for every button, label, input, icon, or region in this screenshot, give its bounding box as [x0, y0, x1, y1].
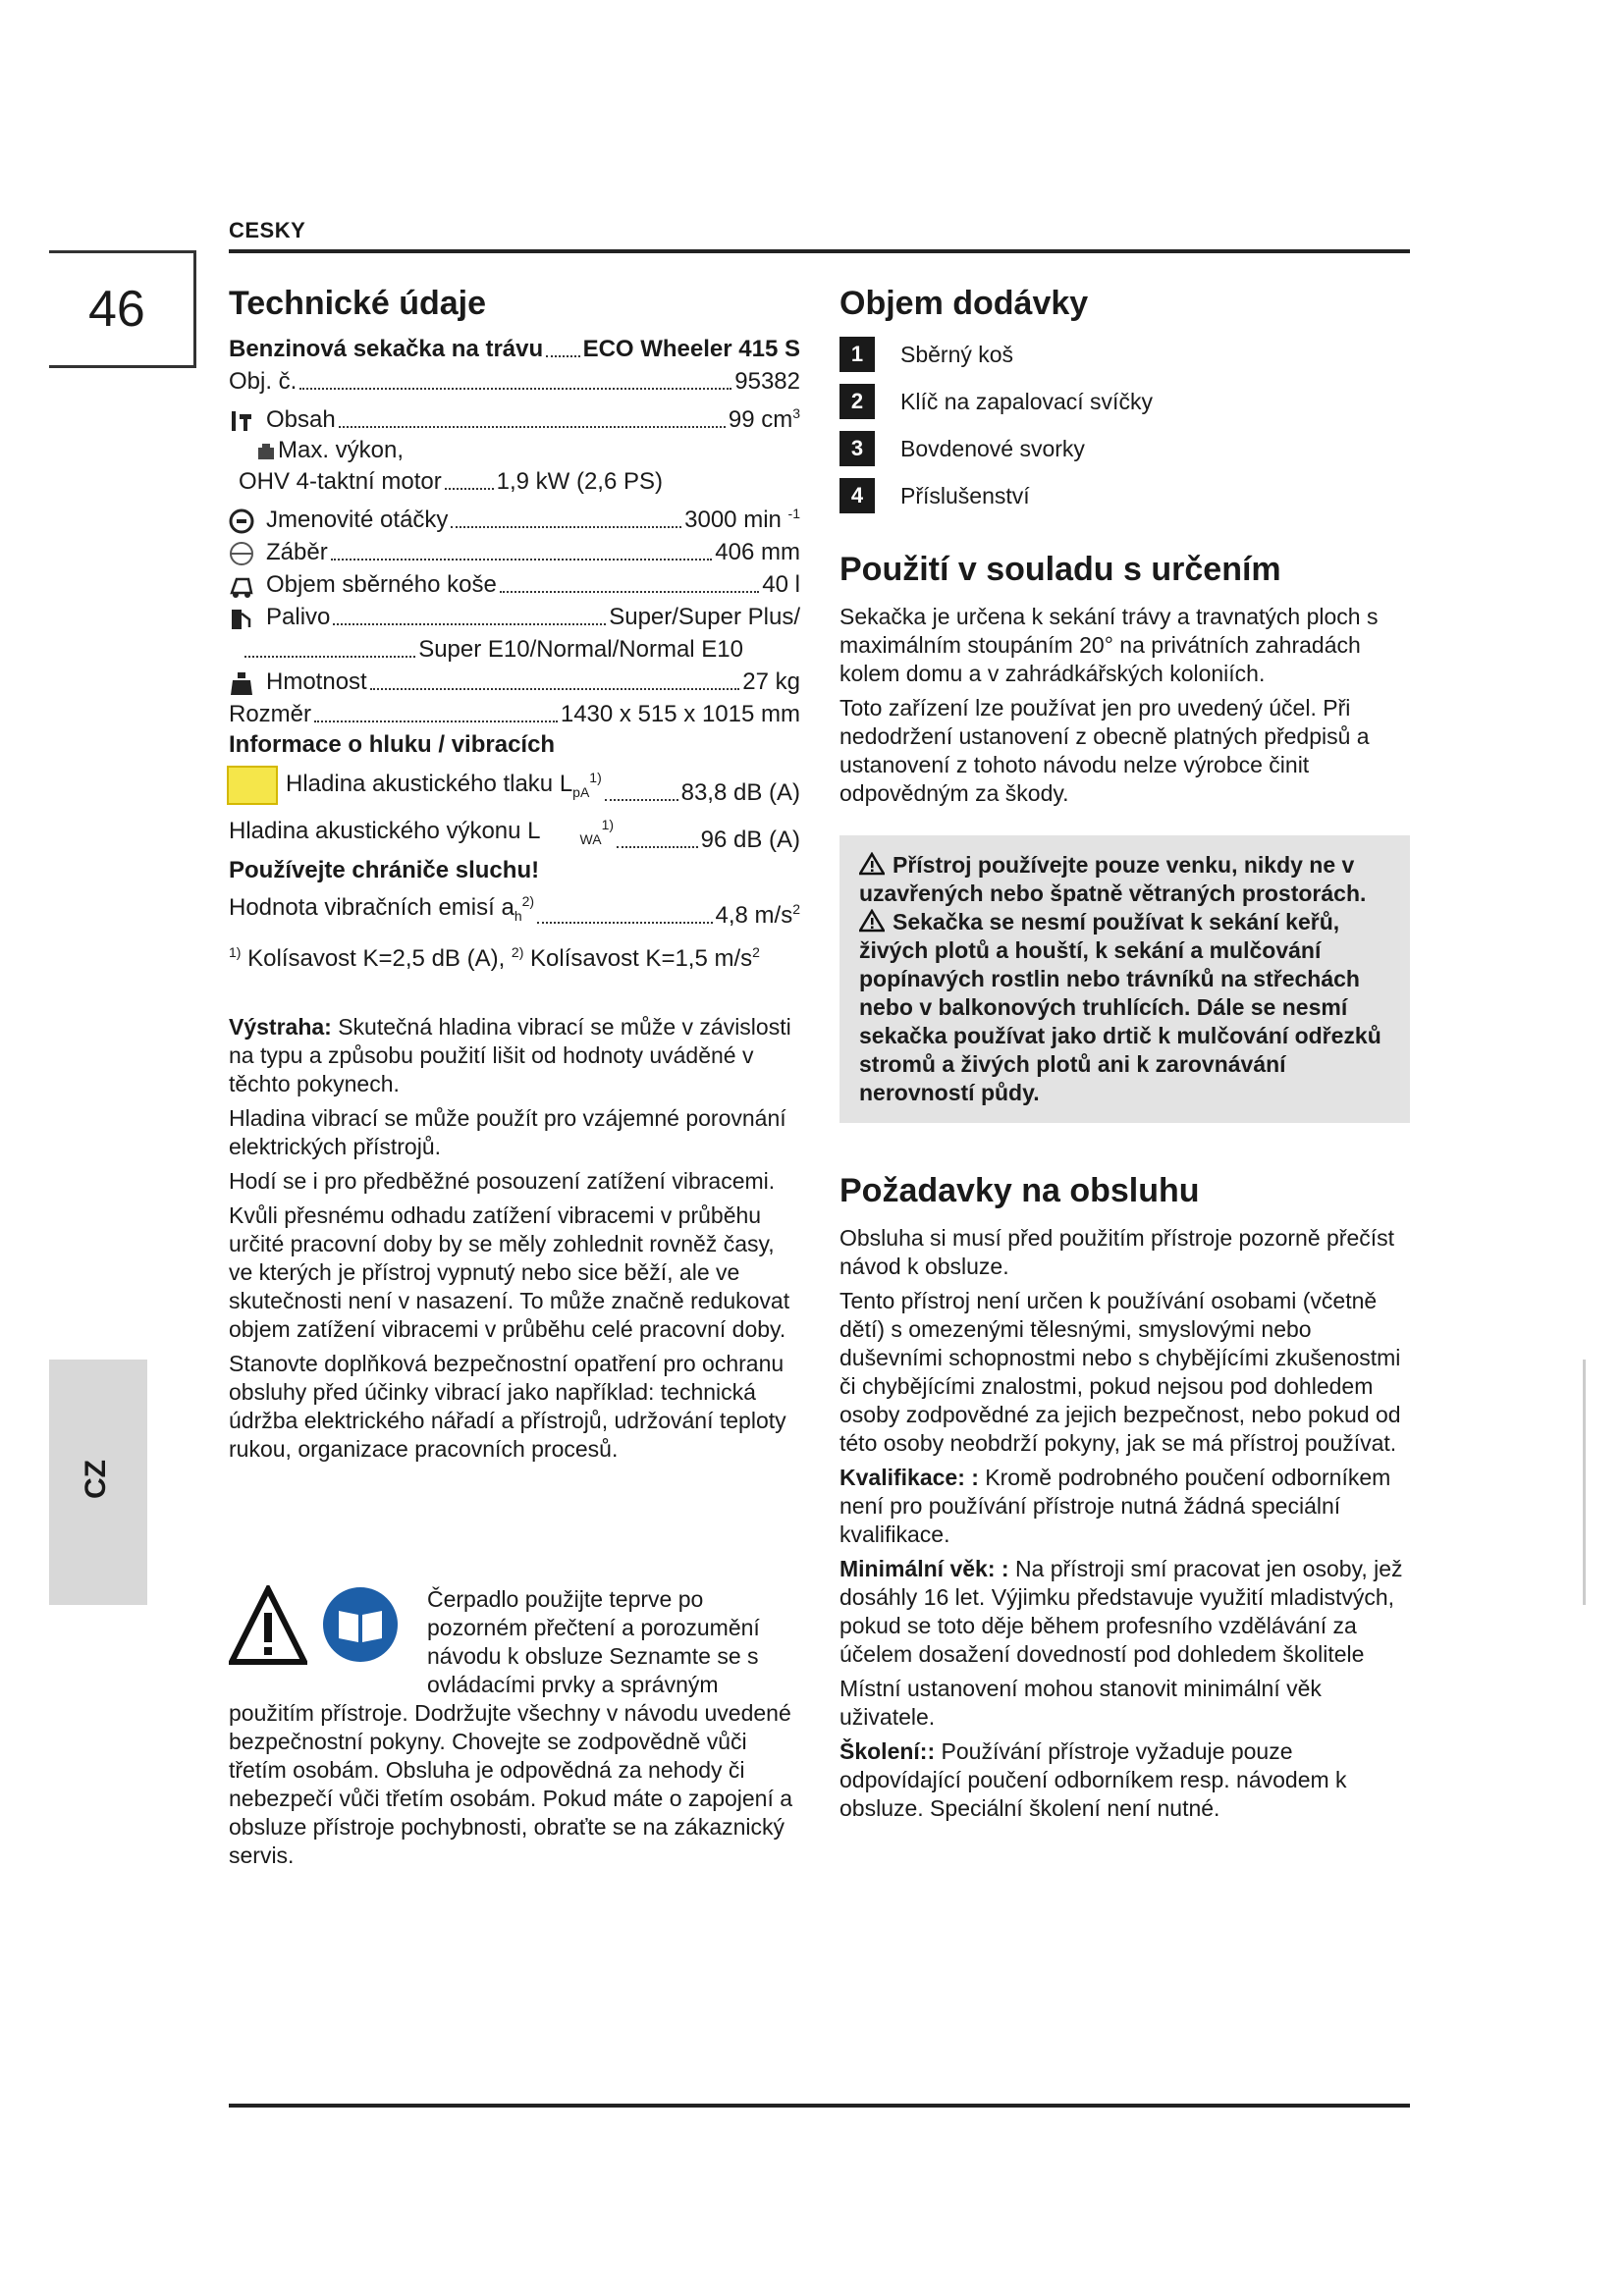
tol2-unit-sup: 2: [752, 944, 760, 961]
weight-icon: [229, 670, 254, 696]
warning-icon: [859, 909, 885, 933]
spec-fuel-row-2: [229, 633, 800, 666]
sound-power-label: Hladina akustického výkonu L: [229, 817, 541, 844]
cut-label: Záběr: [266, 539, 328, 565]
engine-capacity-icon: [229, 408, 254, 434]
operator-local: Místní ustanovení mohou stanovit minimální věk uživatele.: [839, 1676, 1322, 1730]
capacity-value: 99 cm: [728, 406, 793, 433]
vibration-warning: [229, 1013, 800, 1464]
dot-leader: [331, 559, 713, 561]
warning-lead: Výstraha:: [229, 1014, 332, 1041]
sound-power-sup: 1): [601, 816, 615, 832]
warning-p2: Hladina vibrací se může použít pro vzájemné porovnání elektrických přístrojů.: [229, 1105, 786, 1160]
spec-product-row: [229, 333, 800, 365]
training-lead: Školení::: [839, 1738, 936, 1764]
pressure-value: 83,8 dB (A): [680, 778, 800, 806]
spec-power-row: [229, 465, 800, 498]
warning-p3: Hodí se i pro předběžné posouzení zatížení vibracemi.: [229, 1168, 776, 1195]
item-label: Bovdenové svorky: [900, 435, 1085, 461]
engine-icon: [256, 442, 276, 461]
vibration-label: Hodnota vibračních emisí a: [229, 893, 514, 921]
operator-p1: Obsluha si musí před použitím přístroje pozorně přečíst návod k obsluze.: [839, 1225, 1395, 1279]
fuel-pump-icon: [229, 606, 254, 631]
left-column: [229, 285, 800, 1876]
min-age-lead: Minimální věk: :: [839, 1556, 1009, 1581]
manual-note-text: Čerpadlo použijte teprve po pozorném přečtení a porozumění návodu k obsluze Seznamte se s ovládacími prvky a správným použitím přístroje. Dodržujte všechny v návodu uvedené bezpečnostní pokyny. Chovejte se zodpovědně vůči třetím osobám. Obsluha je odpovědná za nehody či nebezpečí vůči třetím osobám. Pokud máte o zapojení a obsluze přístroje pochybnosti, obraťte se na zákaznický servis.: [229, 1586, 793, 1869]
power-value: 1,9 kW (2,6 PS): [496, 468, 663, 495]
list-item: [839, 478, 1410, 513]
vibration-sup: 2): [521, 892, 535, 909]
operator-training: [839, 1737, 1410, 1823]
list-item: [839, 431, 1410, 466]
usage-p2: Toto zařízení lze používat jen pro uvedený účel. Při nedodržení ustanovení z obecně platných předpisů a ustanovení z tohoto návodu nelze výrobce činit odpovědným za škody.: [839, 695, 1370, 806]
ear-protection-note: Používejte chrániče sluchu!: [229, 856, 540, 883]
weight-value: 27 kg: [742, 668, 800, 695]
tolerance-line: [229, 937, 800, 974]
fuel-value-2: Super E10/Normal/Normal E10: [418, 636, 743, 663]
operator-qualification: [839, 1464, 1410, 1549]
tech-title: Technické údaje: [229, 285, 487, 322]
order-value: 95382: [734, 368, 800, 395]
spec-sound-power-row: [229, 809, 800, 856]
operator-title: Požadavky na obsluhu: [839, 1172, 1200, 1209]
pressure-label: Hladina akustického tlaku L: [286, 771, 573, 797]
dot-leader: [445, 488, 494, 490]
dot-leader: [299, 388, 731, 390]
spec-cut-row: [229, 536, 800, 568]
tol2-sup: 2): [511, 944, 524, 961]
item-number-badge: 3: [839, 431, 875, 466]
dot-leader: [333, 623, 606, 625]
dot-leader: [537, 922, 712, 924]
speed-value: 3000 min: [684, 507, 782, 533]
spec-fuel-row: [229, 601, 800, 633]
warning-icon: [859, 852, 885, 876]
tol2: Kolísavost K=1,5 m/s: [530, 945, 753, 973]
vibration-value: 4,8 m/s: [715, 902, 793, 930]
dim-value: 1430 x 515 x 1015 mm: [560, 701, 800, 727]
item-number-badge: 1: [839, 337, 875, 372]
training-text: Používání přístroje vyžaduje pouze odpovídající poučení odborníkem resp. návodem k obsluze. Speciální školení není nutné.: [839, 1738, 1347, 1821]
delivery-title: Objem dodávky: [839, 285, 1089, 322]
spec-weight-row: [229, 666, 800, 698]
pressure-sub: pA: [572, 783, 590, 800]
bottom-rule: [229, 2104, 1410, 2108]
spec-capacity-row: [229, 398, 800, 436]
operator-p2: Tento přístroj není určen k používání osobami (včetně dětí) s omezenými tělesnými, smyslovými nebo duševními schopnostmi nebo s chybějícími zkušenostmi či chybějícími znalostmi, pokud nejsou pod dohledem osoby zodpovědné za jejich bezpečnost, nebo pokud od této osoby neobdrží pokyny, jak se má přístroj používat.: [839, 1288, 1401, 1456]
language-side-tab-label: CZ: [80, 1460, 112, 1499]
dot-leader: [451, 526, 681, 528]
sound-power-sub: WA: [579, 830, 602, 847]
spec-vibration-row: [229, 885, 800, 933]
weight-label: Hmotnost: [266, 668, 367, 695]
language-header: CESKY: [229, 218, 306, 242]
right-column: [839, 285, 1410, 1829]
item-label: Klíč na zapalovací svíčky: [900, 388, 1153, 414]
usage-p1: Sekačka je určena k sekání trávy a travnatých ploch s maximálním stoupáním 20° na privátních zahradách kolem domu a v zahrádkářských koloniích.: [839, 604, 1379, 686]
vibration-sub: h: [514, 907, 522, 924]
usage-warning-2: Sekačka se nesmí používat k sekání keřů, živých plotů a houští, k sekání a mulčování popínavých rostlin nebo trávníků na střechách nebo v balkonových truhlících. Dále se nesmí sekačka používat jako drtič k mulčování odřezků stromů a živých plotů ani k zarovnávání nerovností půdy.: [859, 909, 1381, 1105]
item-label: Příslušenství: [900, 482, 1030, 508]
page-number: 46: [88, 281, 145, 338]
fuel-label: Palivo: [266, 604, 331, 630]
dot-leader: [500, 591, 760, 593]
list-item: [839, 384, 1410, 419]
dim-label: Rozměr: [229, 701, 312, 727]
list-item: [839, 337, 1410, 372]
usage-warning-box: [839, 835, 1410, 1123]
usage-warning-1: Přístroj používejte pouze venku, nikdy ne v uzavřených nebo špatně větraných prostorách.: [859, 852, 1367, 906]
manual-note: [229, 1585, 800, 1870]
warning-p4: Kvůli přesnému odhadu zatížení vibracemi v průběhu určité pracovní doby by se měly zohlednit rovněž časy, ve kterých je přístroj vypnutý nebo sice běží, ale ve skutečnosti není v nasazení. To může značně redukovat objem zatížení vibracemi v průběhu celé pracovní doby.: [229, 1202, 790, 1343]
tol1-sup: 1): [229, 944, 242, 961]
product-label: Benzinová sekačka na trávu: [229, 336, 544, 362]
warning-p1: Skutečná hladina vibrací se může v závislosti na typu a způsobu použití lišit od hodnoty uváděné v těchto pokynech.: [229, 1014, 791, 1097]
operator-min-age: [839, 1555, 1410, 1669]
spec-dimension-row: [229, 698, 800, 730]
capacity-label: Obsah: [266, 406, 336, 433]
item-label: Sběrný koš: [900, 341, 1014, 367]
cut-value: 406 mm: [715, 539, 800, 565]
dot-leader: [605, 799, 678, 801]
bag-value: 40 l: [762, 571, 800, 598]
read-manual-icon: [321, 1585, 400, 1664]
speed-label: Jmenovité otáčky: [266, 507, 449, 533]
bag-label: Objem sběrného koše: [266, 571, 497, 598]
dot-leader: [617, 846, 698, 848]
edge-mark: [1583, 1360, 1586, 1605]
speed-sup: -1: [787, 506, 800, 521]
power-label-line: [229, 436, 800, 465]
vibration-value-sup: 2: [792, 901, 800, 918]
usage-title: Použití v souladu s určením: [839, 551, 1281, 588]
dot-leader: [314, 721, 558, 722]
pressure-sup: 1): [589, 770, 602, 785]
warning-triangle-icon: [229, 1585, 307, 1666]
spec-bag-row: [229, 568, 800, 601]
dot-leader: [244, 656, 415, 658]
product-name: ECO Wheeler 415 S: [582, 336, 800, 362]
item-number-badge: 4: [839, 478, 875, 513]
qualification-lead: Kvalifikace: :: [839, 1465, 979, 1490]
item-number-badge: 2: [839, 384, 875, 419]
cutting-width-icon: [229, 541, 254, 566]
qualification-text: Kromě podrobného poučení odborníkem není pro používání přístroje nutná žádná speciální kvalifikace.: [839, 1465, 1391, 1547]
sound-pressure-icon: [229, 768, 276, 803]
fuel-value-1: Super/Super Plus/: [609, 604, 800, 630]
spec-speed-row: [229, 498, 800, 536]
grass-bag-icon: [229, 573, 254, 599]
warning-p5: Stanovte doplňková bezpečnostní opatření pro ochranu obsluhy před účinky vibrací jako například: technická údržba elektrického nářadí a přístrojů, udržování teploty rukou, organizace pracovních procesů.: [229, 1351, 786, 1463]
order-label: Obj. č.: [229, 368, 298, 395]
spec-pressure-row: [229, 762, 800, 809]
power-label-1: Max. výkon,: [278, 437, 405, 463]
tol1: Kolísavost K=2,5 dB (A),: [247, 945, 506, 973]
dot-leader: [339, 426, 726, 428]
speed-icon: [229, 508, 254, 534]
capacity-sup: 3: [792, 405, 800, 421]
manual-icons: [229, 1585, 415, 1683]
min-age-text: Na přístroji smí pracovat jen osoby, jež dosáhly 16 let. Výjimku představuje využití mladistvých, pokud se toto děje během profesního vzdělávání za účelem dosažení dovedností pod dohledem školitele: [839, 1556, 1403, 1667]
sound-power-value: 96 dB (A): [700, 826, 800, 853]
top-rule: [229, 249, 1410, 253]
dot-leader: [546, 355, 579, 357]
power-label-2: OHV 4-taktní motor: [239, 468, 442, 495]
dot-leader: [370, 688, 740, 690]
delivery-list: [839, 337, 1410, 513]
spec-order-row: [229, 365, 800, 398]
noise-title: Informace o hluku / vibracích: [229, 731, 556, 758]
